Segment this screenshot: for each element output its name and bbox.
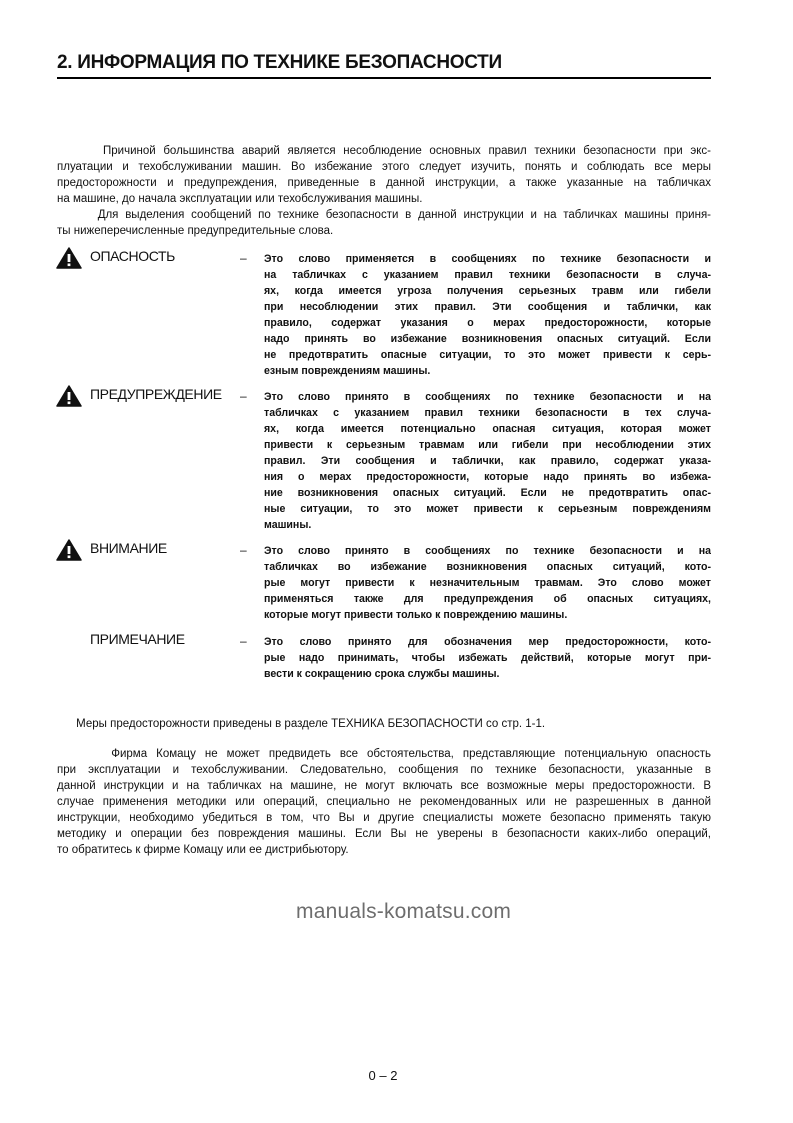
- signal-word-description-danger: [264, 251, 711, 379]
- closing-paragraph: [57, 746, 711, 858]
- text-line: данной инструкции и на табличках на машине, не могут включать все возможные меры предосторожности. В: [57, 780, 711, 792]
- text-line: машины.: [264, 519, 312, 531]
- page-number: 0 – 2: [368, 1068, 398, 1083]
- signal-word-description-notice: [264, 634, 711, 682]
- text-line: вести к сокращению срока службы машины.: [264, 668, 500, 680]
- signal-word-warning: ПРЕДУПРЕЖДЕНИЕ: [90, 386, 222, 402]
- text-line: предосторожности и предупреждения, приведенные в данной инструкции, а также указанные на табличках: [57, 177, 711, 189]
- text-line: применяться также для предупреждения об опасных ситуациях,: [264, 593, 711, 605]
- text-line: ях, когда имеется потенциально опасная ситуация, которая может: [264, 423, 711, 435]
- text-line: Это слово применяется в сообщениях по технике безопасности и: [264, 253, 711, 265]
- text-line: инструкции, необходимо убедиться в том, что Вы и другие специалисты можете безопасно применять такую: [57, 812, 711, 824]
- text-line: привести к серьезным травмам или гибели при несоблюдении этих: [264, 439, 711, 451]
- reference-paragraph: [57, 716, 711, 732]
- text-line: правило, содержат указания о мерах предосторожности, которые: [264, 317, 711, 329]
- text-line: плуатации и техобслуживании машин. Во избежание этого следует изучить, понять и соблюдать все меры: [57, 161, 711, 173]
- text-line: Это слово принято в сообщениях по технике безопасности и на: [264, 545, 711, 557]
- text-line: рые могут привести к незначительным травмам. Это слово может: [264, 577, 711, 589]
- warning-triangle-icon: [56, 539, 82, 561]
- text-line: табличках во избежание возникновения опасных ситуаций, кото-: [264, 561, 711, 573]
- text-line: при несоблюдении этих правил. Эти сообщения и таблички, как: [264, 301, 711, 313]
- separator-dash: –: [240, 543, 247, 557]
- signal-word-description-caution: [264, 543, 711, 623]
- text-line: которые могут привести только к повреждению машины.: [264, 609, 568, 621]
- watermark: manuals-komatsu.com: [296, 900, 512, 923]
- text-line: ты нижеперечисленные предупредительные слова.: [57, 225, 334, 237]
- warning-triangle-icon: [56, 247, 82, 269]
- text-line: надо принять во избежание возникновения опасных ситуаций. Если: [264, 333, 711, 345]
- text-line: при эксплуатации и техобслуживании. Следовательно, сообщения по технике безопасности, указанные в: [57, 764, 711, 776]
- separator-dash: –: [240, 389, 247, 403]
- warning-triangle-icon: [56, 385, 82, 407]
- intro-paragraph: [57, 143, 711, 239]
- text-line: на машине, до начала эксплуатации или техобслуживания машины.: [57, 193, 423, 205]
- signal-word-notice: ПРИМЕЧАНИЕ: [90, 631, 185, 647]
- text-line: ния о мерах предосторожности, которые надо принять во избежа-: [264, 471, 711, 483]
- text-line: Фирма Комацу не может предвидеть все обстоятельства, представляющие потенциальную опасность: [57, 748, 711, 760]
- text-line: правил. Эти сообщения и таблички, как правило, содержат указа-: [264, 455, 711, 467]
- text-line: ях, когда имеется угроза получения серьезных травм или гибели: [264, 285, 711, 297]
- separator-dash: –: [240, 251, 247, 265]
- separator-dash: –: [240, 634, 247, 648]
- text-line: то обратитесь к фирме Комацу или ее дистрибьютору.: [57, 844, 349, 856]
- title-underline: [57, 77, 711, 79]
- text-line: табличках с указанием правил техники безопасности в тех случа-: [264, 407, 711, 419]
- text-line: Это слово принято для обозначения мер предосторожности, кото-: [264, 636, 711, 648]
- signal-word-caution: ВНИМАНИЕ: [90, 540, 167, 556]
- text-line: методику и операции без повреждения машины. Если Вы не уверены в безопасности каких-либо операций,: [57, 828, 711, 840]
- reference-line: Меры предосторожности приведены в разделе ТЕХНИКА БЕЗОПАСНОСТИ со стр. 1-1.: [57, 718, 546, 730]
- text-line: Это слово принято в сообщениях по технике безопасности и на: [264, 391, 711, 403]
- text-line: на табличках с указанием правил техники безопасности в случа-: [264, 269, 711, 281]
- text-line: случае применения методики или операций, специально не рекомендованных или не разрешенных в данной: [57, 796, 711, 808]
- signal-word-description-warning: [264, 389, 711, 533]
- text-line: езным повреждениям машины.: [264, 365, 431, 377]
- text-line: рые надо принимать, чтобы избежать действий, которые могут при-: [264, 652, 711, 664]
- page-title: 2. ИНФОРМАЦИЯ ПО ТЕХНИКЕ БЕЗОПАСНОСТИ: [57, 52, 502, 73]
- signal-word-danger: ОПАСНОСТЬ: [90, 248, 175, 264]
- text-line: Для выделения сообщений по технике безопасности в данной инструкции и на табличках машины приня-: [57, 209, 711, 221]
- text-line: ние возникновения опасных ситуаций. Если не предотвратить опас-: [264, 487, 711, 499]
- text-line: Причиной большинства аварий является несоблюдение основных правил техники безопасности при экс-: [57, 145, 711, 157]
- text-line: ные ситуации, то это может привести к серьезным повреждениям: [264, 503, 711, 515]
- text-line: не предотвратить опасные ситуации, то это может привести к серь-: [264, 349, 711, 361]
